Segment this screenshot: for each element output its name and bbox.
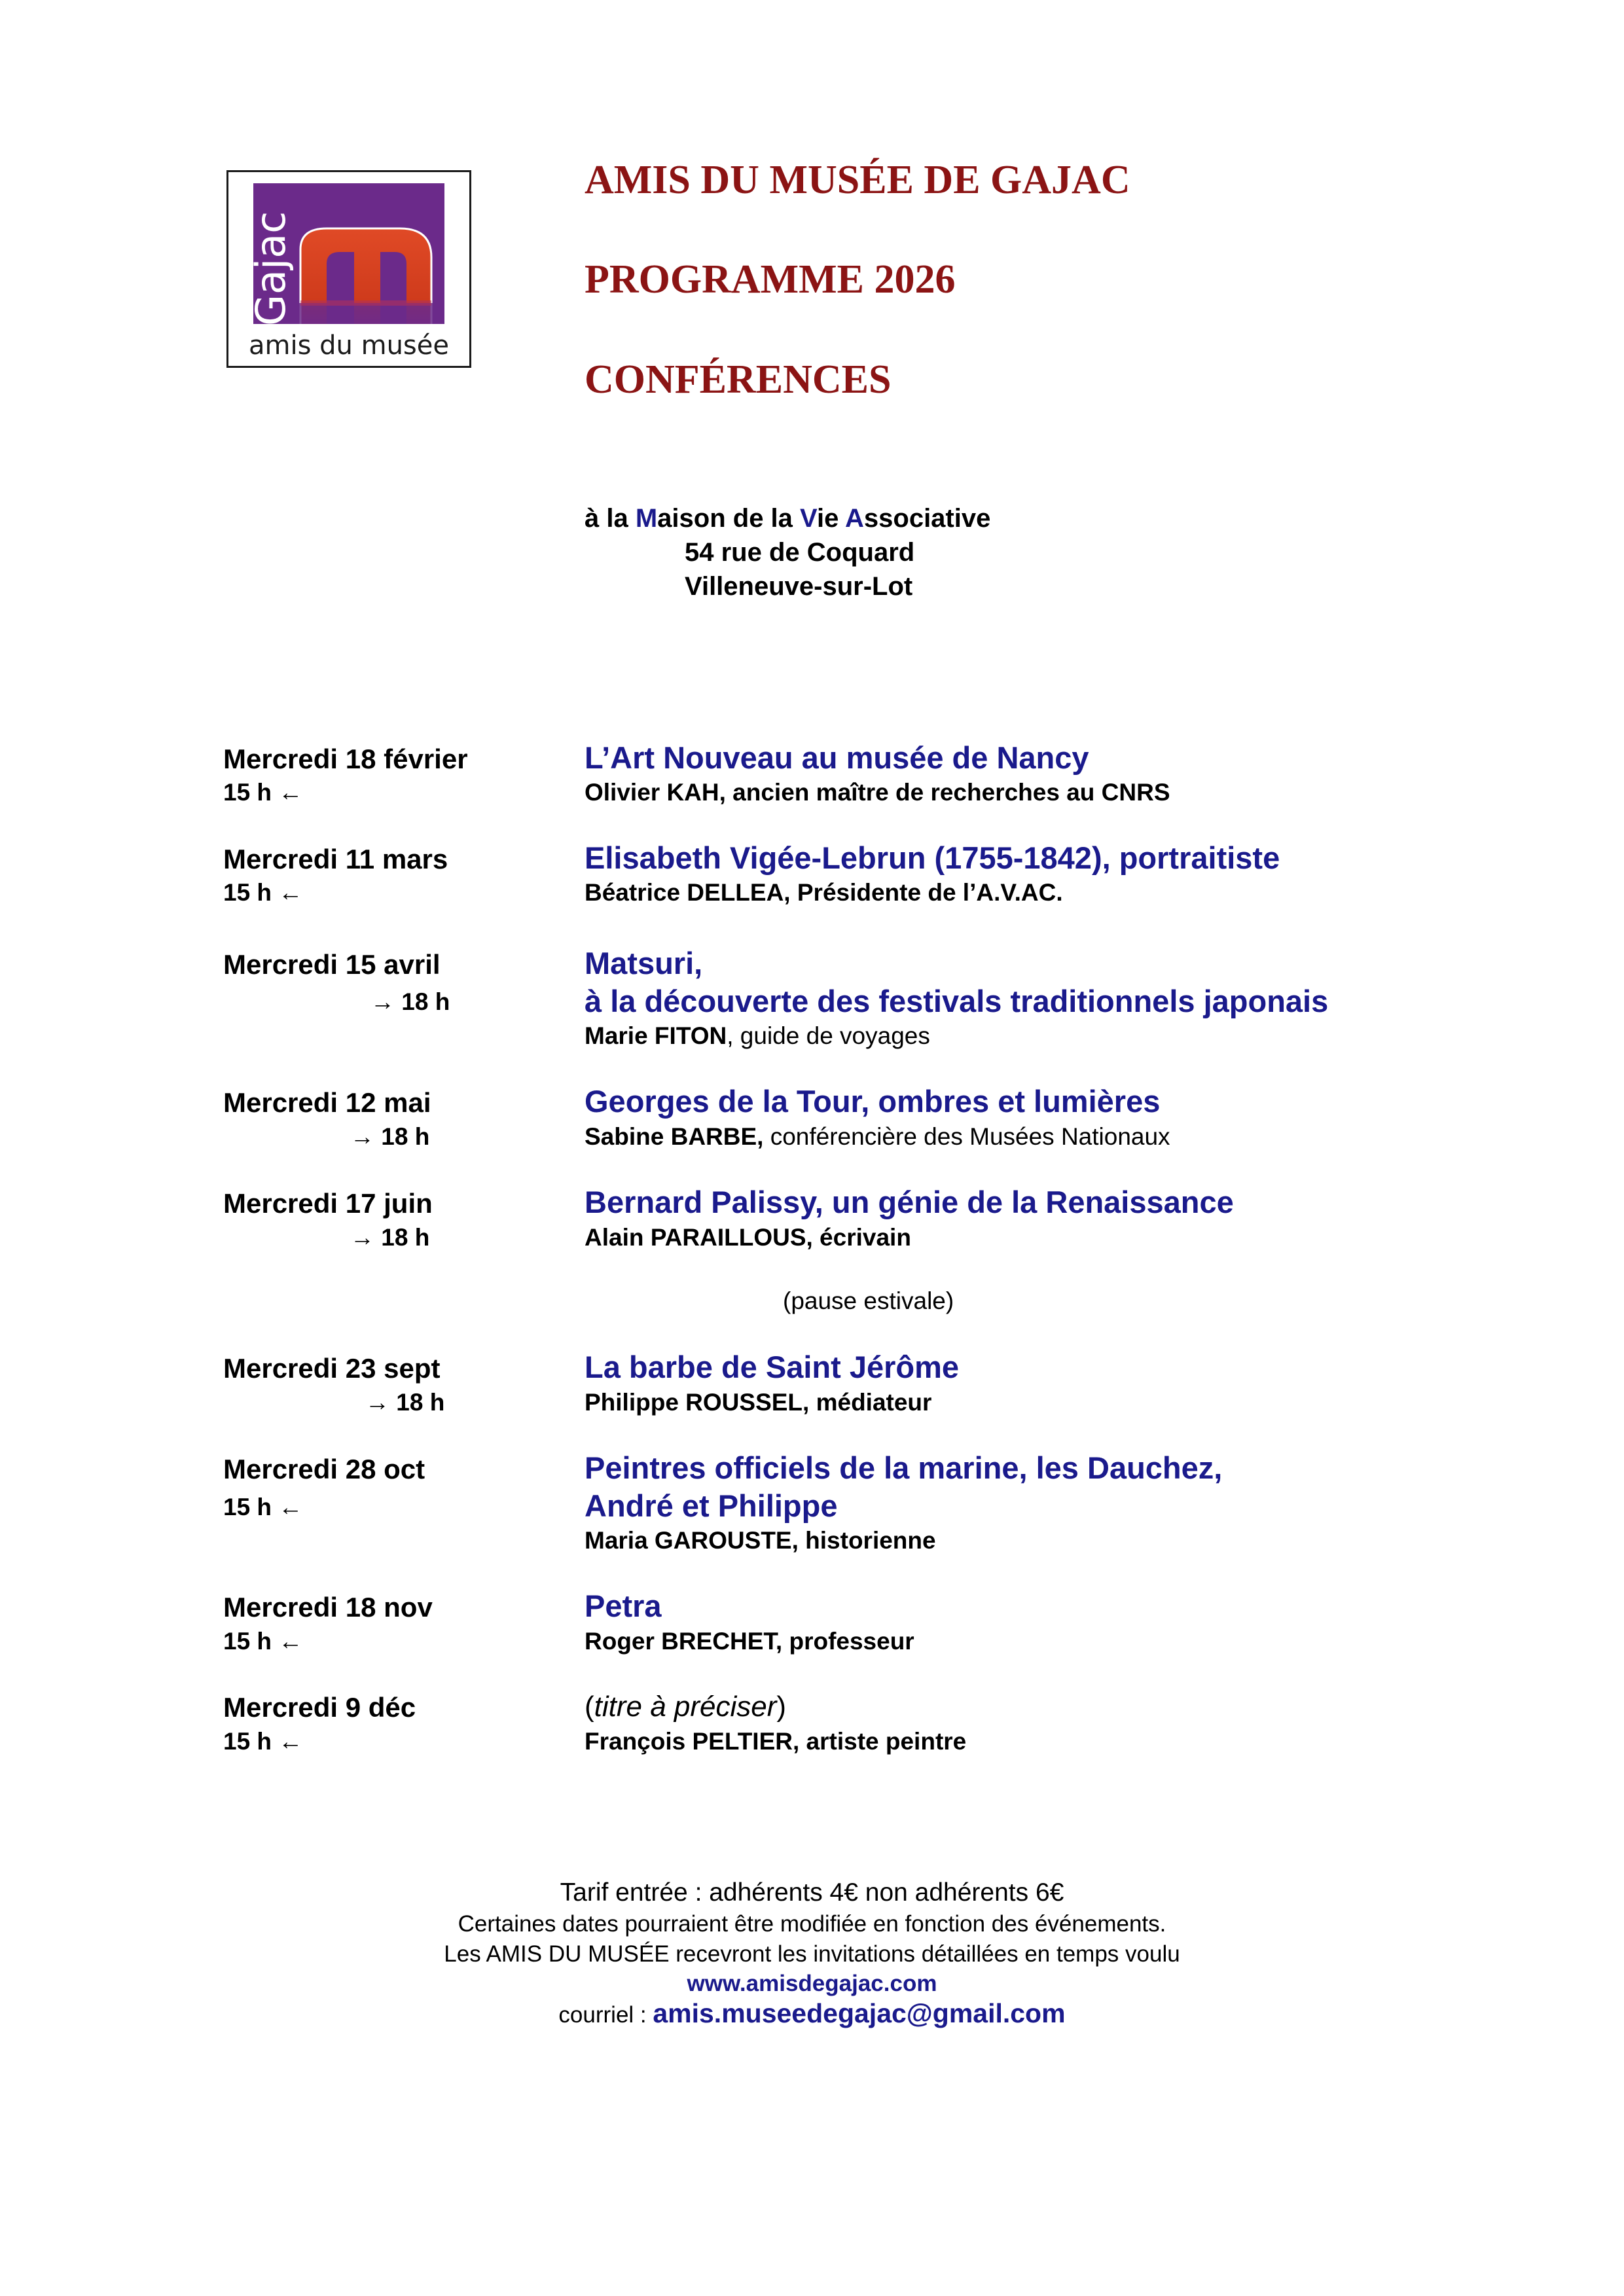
event-time: 15 h ← [223,1628,303,1655]
event-title: Georges de la Tour, ombres et lumières [585,1084,1161,1119]
event-speaker: Roger BRECHET, professeur [585,1628,914,1655]
event-title: Matsuri, [585,946,703,980]
event-date: Mercredi 9 déc [223,1692,416,1723]
event-title: André et Philippe [585,1488,838,1523]
event-time: → 18 h [350,1123,430,1150]
event-date: Mercredi 11 mars [223,844,448,874]
event-title: Petra [585,1588,662,1623]
event-speaker: Alain PARAILLOUS, écrivain [585,1224,911,1251]
venue-text: ie [817,504,845,533]
website-link[interactable]: www.amisdegajac.com [687,1971,937,1996]
event-date: Mercredi 12 mai [223,1087,431,1118]
event-speaker: François PELTIER, artiste peintre [585,1728,967,1755]
event-time: → 18 h [370,988,450,1015]
email-line [0,1998,1624,2029]
event-date: Mercredi 28 oct [223,1454,425,1484]
event-title: Bernard Palissy, un génie de la Renaissance [585,1185,1234,1219]
event-speaker: Sabine BARBE, conférencière des Musées Nationaux [585,1123,1170,1150]
event-time: → 18 h [365,1389,445,1416]
venue-initial: M [635,504,658,533]
venue-initial: V [800,504,817,533]
event-date: Mercredi 18 nov [223,1592,433,1623]
logo-bottom-text: amis du musée [249,331,449,361]
venue-text: ssociative [863,504,991,533]
event-speaker: Béatrice DELLEA, Présidente de l’A.V.AC. [585,879,1063,906]
event-time: 15 h ← [223,779,303,806]
event-speaker: Marie FITON, guide de voyages [585,1022,930,1049]
venue-street: 54 rue de Coquard [685,538,915,567]
event-date: Mercredi 18 février [223,744,468,774]
summer-pause-note: (pause estivale) [783,1287,954,1314]
event-date: Mercredi 23 sept [223,1353,441,1384]
section-heading: CONFÉRENCES [585,357,892,402]
event-speaker: Philippe ROUSSEL, médiateur [585,1389,932,1416]
event-speaker: Olivier KAH, ancien maître de recherches au CNRS [585,779,1170,806]
event-date: Mercredi 17 juin [223,1188,433,1219]
email-label: courriel : [558,2002,653,2028]
event-time: 15 h ← [223,1728,303,1755]
venue-initial: A [845,504,864,533]
venue-text: aison de la [657,504,801,533]
invitation-note: Les AMIS DU MUSÉE recevront les invitations détaillées en temps voulu [444,1941,1180,1967]
program-year: PROGRAMME 2026 [585,257,956,302]
page-title: AMIS DU MUSÉE DE GAJAC [585,158,1130,202]
event-title: à la découverte des festivals traditionnels japonais [585,984,1329,1018]
date-change-note: Certaines dates pourraient être modifiée en fonction des événements. [458,1911,1166,1937]
event-title: Elisabeth Vigée-Lebrun (1755-1842), portraitiste [585,840,1280,875]
pricing-info: Tarif entrée : adhérents 4€ non adhérents 6€ [560,1878,1064,1907]
event-speaker: Maria GAROUSTE, historienne [585,1527,936,1554]
event-title: Peintres officiels de la marine, les Dauchez, [585,1450,1223,1485]
event-time: → 18 h [350,1224,430,1251]
venue-line-1 [585,504,990,533]
venue-city: Villeneuve-sur-Lot [685,572,913,601]
event-date: Mercredi 15 avril [223,949,441,980]
event-time: 15 h ← [223,879,303,906]
event-title: La barbe de Saint Jérôme [585,1350,960,1384]
event-time: 15 h ← [223,1494,303,1520]
museum-logo-graphic [228,172,469,366]
email-link[interactable]: amis.museedegajac@gmail.com [653,1998,1066,2028]
venue-text: à la [585,504,636,533]
event-title: L’Art Nouveau au musée de Nancy [585,740,1089,775]
event-title-tbd: (titre à préciser) [585,1691,787,1723]
logo-vertical-text: Gajac [247,211,295,326]
logo [226,170,471,368]
